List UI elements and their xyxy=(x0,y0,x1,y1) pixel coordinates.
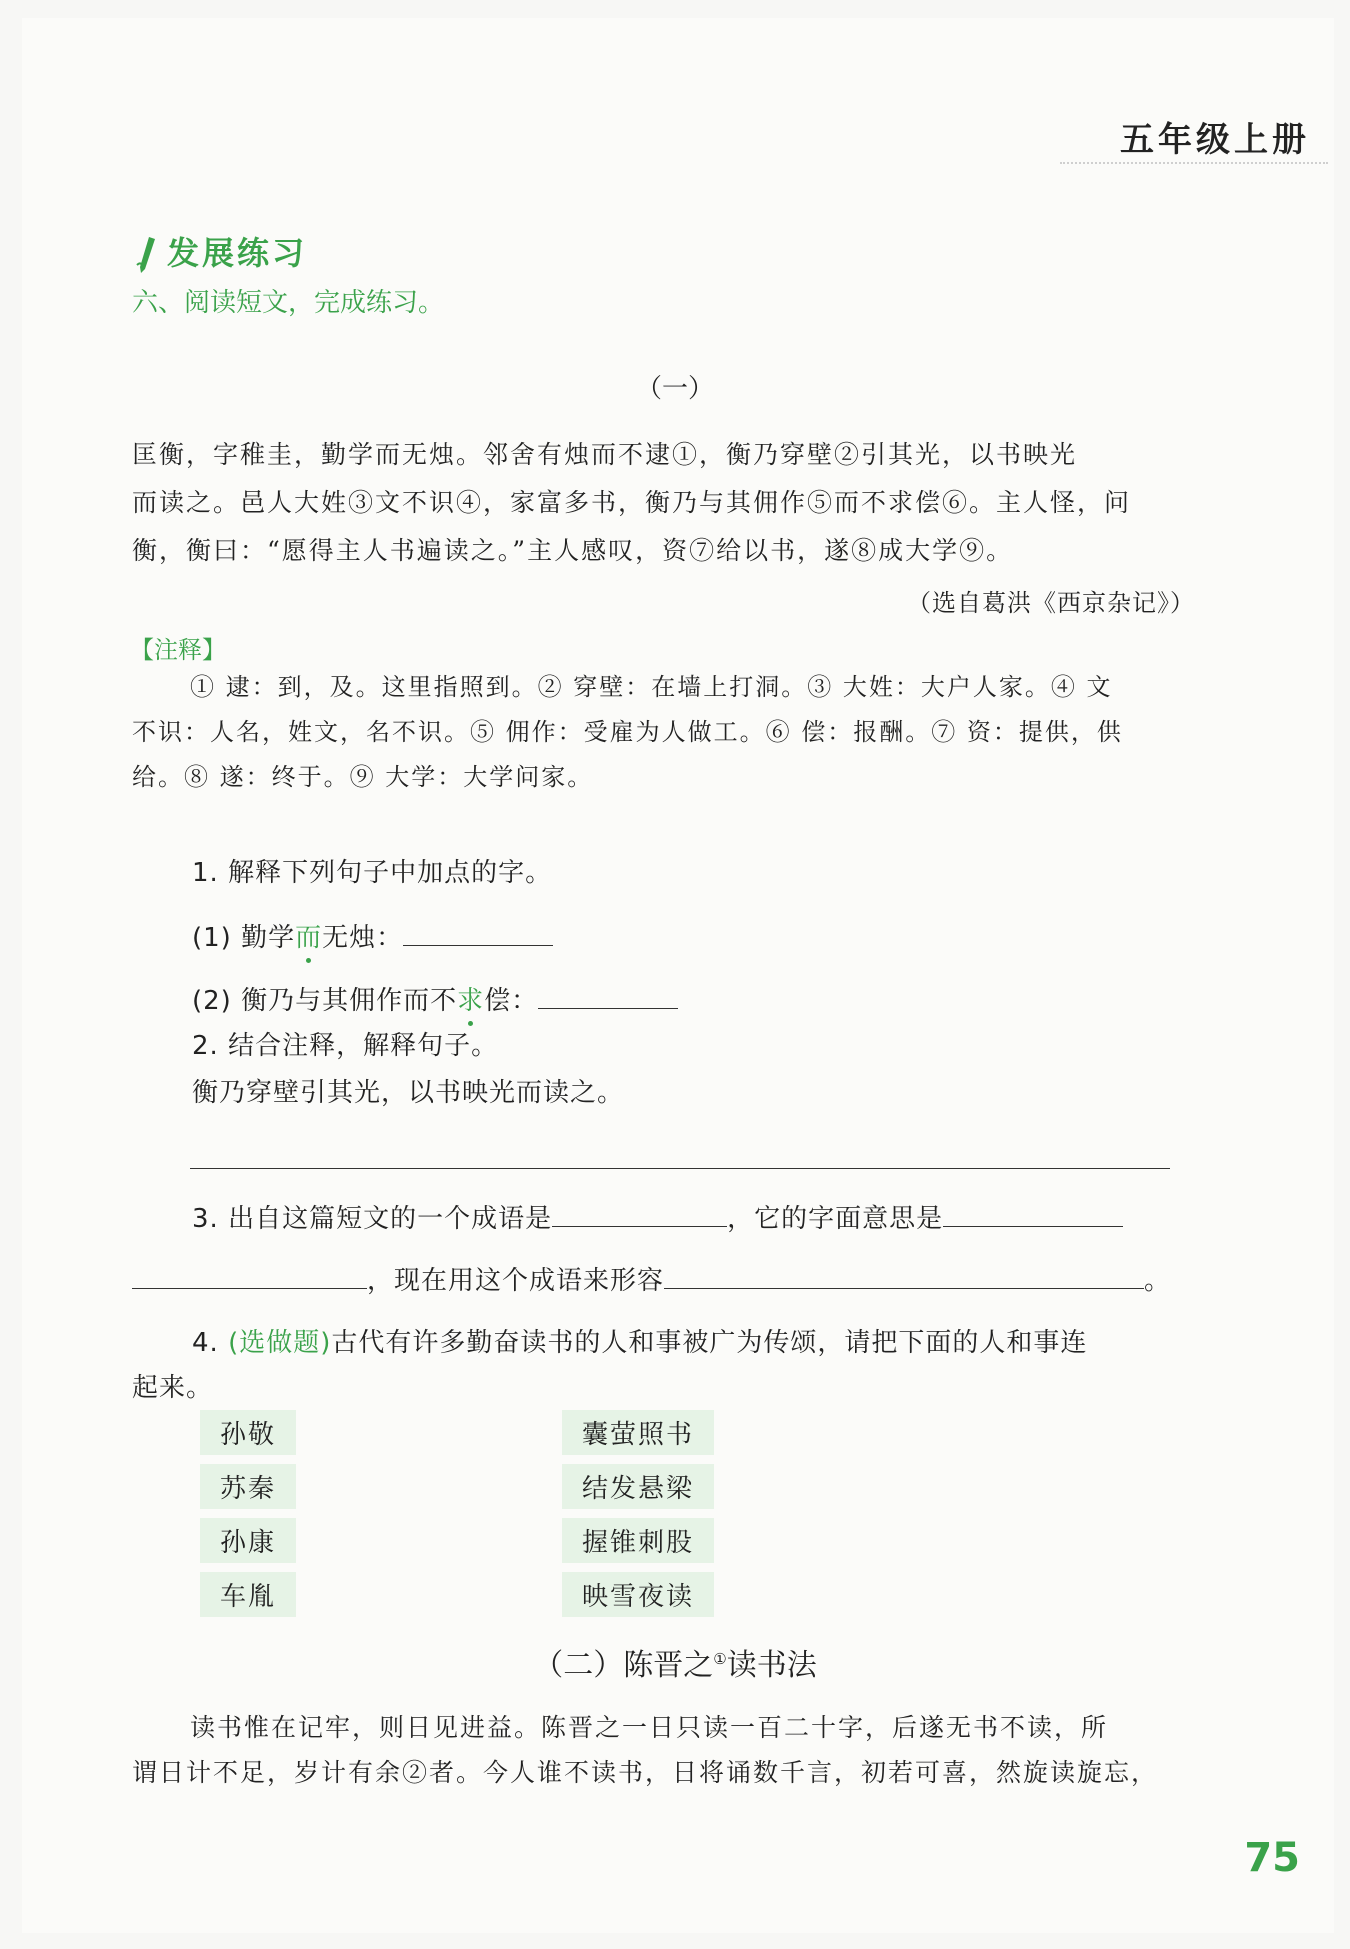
passage2-heading-sup: ① xyxy=(713,1650,727,1668)
question2: 2. 结合注释，解释句子。 xyxy=(192,1031,499,1061)
q3-idiom-blank[interactable] xyxy=(552,1200,727,1227)
story-item[interactable]: 握锥刺股 xyxy=(562,1518,714,1563)
passage1-line3: 衡，衡曰：“愿得主人书遍读之。”主人感叹，资⑦给以书，遂⑧成大学⑨。 xyxy=(132,536,1014,565)
question2-sentence: 衡乃穿壁引其光，以书映光而读之。 xyxy=(192,1078,625,1108)
header-divider xyxy=(1060,162,1328,164)
q4-text: 古代有许多勤奋读书的人和事被广为传颂，请把下面的人和事连 xyxy=(331,1328,1088,1358)
person-item[interactable]: 苏秦 xyxy=(200,1464,296,1509)
passage1-line1: 匡衡，字稚圭，勤学而无烛。邻舍有烛而不逮①，衡乃穿壁②引其光，以书映光 xyxy=(132,440,1078,469)
story-item[interactable]: 映雪夜读 xyxy=(562,1572,714,1617)
q1-1-answer-blank[interactable] xyxy=(403,919,553,946)
q3-text-a: 3. 出自这篇短文的一个成语是 xyxy=(192,1204,553,1234)
passage2-heading-post: 读书法 xyxy=(726,1648,817,1683)
q1-2-answer-blank[interactable] xyxy=(538,982,678,1009)
question6-heading: 六、阅读短文，完成练习。 xyxy=(132,288,445,318)
question4-line1 xyxy=(192,1322,1087,1359)
person-item[interactable]: 孙敬 xyxy=(200,1410,296,1455)
grade-title: 五年级上册 xyxy=(1120,120,1310,160)
q1-1-suffix: 无烛： xyxy=(322,923,404,953)
notes-line3: 给。⑧ 遂：终于。⑨ 大学：大学问家。 xyxy=(132,763,594,791)
section-title xyxy=(135,228,307,275)
section-title-text: 发展练习 xyxy=(167,234,308,272)
q1-1-prefix: (1) 勤学 xyxy=(192,923,296,953)
q2-answer-line[interactable] xyxy=(190,1168,1170,1169)
notes-line1: ① 逮：到，及。这里指照到。② 穿壁：在墙上打洞。③ 大姓：大户人家。④ 文 xyxy=(190,673,1113,701)
notes-label: 【注释】 xyxy=(130,636,226,664)
q1-2-dotted-char: 求 xyxy=(457,986,485,1016)
question3-line2 xyxy=(132,1260,1171,1297)
q3-meaning-blank-2[interactable] xyxy=(132,1262,367,1289)
q3-text-b: ，它的字面意思是 xyxy=(727,1204,944,1234)
q3-meaning-blank-1[interactable] xyxy=(943,1200,1123,1227)
question1-2 xyxy=(192,980,678,1017)
notes-line2: 不识：人名，姓文，名不识。⑤ 佣作：受雇为人做工。⑥ 偿：报酬。⑦ 资：提供，供 xyxy=(132,718,1123,746)
passage1-source: （选自葛洪《西京杂记》） xyxy=(907,589,1195,617)
q4-optional-tag: (选做题) xyxy=(228,1328,332,1358)
q1-2-suffix: 偿： xyxy=(484,986,539,1016)
passage1-line2: 而读之。邑人大姓③文不识④，家富多书，衡乃与其佣作⑤而不求偿⑥。主人怪，问 xyxy=(132,488,1132,517)
question4-line2: 起来。 xyxy=(132,1373,214,1403)
question1-1 xyxy=(192,917,553,954)
passage2-line2: 谓日计不足，岁计有余②者。今人谁不读书，日将诵数千言，初若可喜，然旋读旋忘， xyxy=(132,1758,1159,1787)
q1-2-prefix: (2) 衡乃与其佣作而不 xyxy=(192,986,458,1016)
passage2-heading-pre: （二）陈晋之 xyxy=(533,1648,714,1683)
passage1-heading: （一） xyxy=(635,374,714,404)
passage2-line1: 读书惟在记牢，则日见进益。陈晋之一日只读一百二十字，后遂无书不读，所 xyxy=(190,1713,1109,1742)
question3-line1 xyxy=(192,1198,1123,1235)
page-number: 75 xyxy=(1244,1835,1300,1881)
q3-describe-blank[interactable] xyxy=(664,1262,1144,1289)
person-item[interactable]: 车胤 xyxy=(200,1572,296,1617)
question1: 1. 解释下列句子中加点的字。 xyxy=(192,858,553,888)
person-item[interactable]: 孙康 xyxy=(200,1518,296,1563)
passage2-heading xyxy=(0,1640,1350,1684)
q3-text-end: 。 xyxy=(1144,1266,1172,1296)
q3-text-c: ，现在用这个成语来形容 xyxy=(367,1266,665,1296)
q1-1-dotted-char: 而 xyxy=(295,923,323,953)
story-item[interactable]: 结发悬梁 xyxy=(562,1464,714,1509)
pen-icon xyxy=(135,235,157,275)
story-item[interactable]: 囊萤照书 xyxy=(562,1410,714,1455)
q4-number: 4. xyxy=(192,1328,219,1358)
